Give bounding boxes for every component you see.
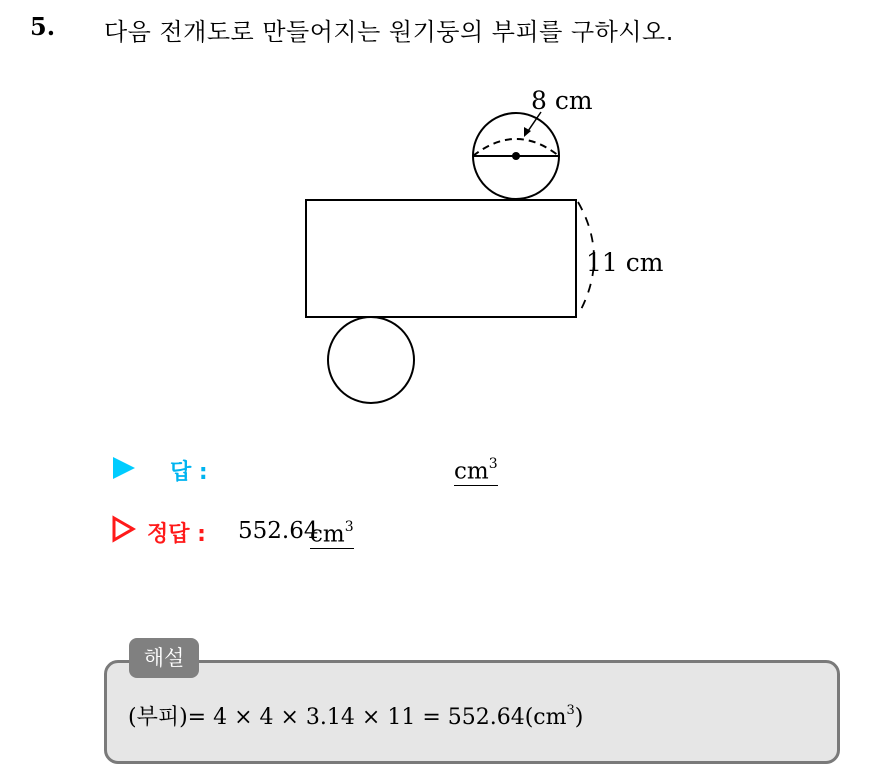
answer-unit-base: cm	[454, 458, 489, 485]
solution-tab: 해설	[129, 638, 199, 678]
bottom-base-circle	[328, 317, 414, 403]
correct-marker-icon	[111, 515, 137, 543]
solution-text-close: )	[574, 705, 584, 730]
center-dot	[512, 152, 520, 160]
correct-unit-base: cm	[310, 521, 345, 548]
question-text: 다음 전개도로 만들어지는 원기둥의 부피를 구하시오.	[104, 18, 674, 46]
correct-unit	[310, 517, 354, 549]
solution-text	[128, 700, 583, 731]
answer-label: 답 :	[170, 460, 208, 485]
solution-text-exponent: 3	[566, 702, 575, 718]
solution-text-main: (부피)= 4 × 4 × 3.14 × 11 = 552.64(cm	[128, 705, 567, 730]
correct-unit-exponent: 3	[344, 519, 354, 535]
answer-unit	[454, 454, 498, 486]
answer-unit-exponent: 3	[488, 456, 498, 472]
question-number: 5.	[30, 12, 56, 41]
correct-value: 552.64	[238, 518, 319, 544]
radius-label: 8 cm	[531, 86, 593, 115]
height-label: 11 cm	[586, 248, 664, 277]
side-rectangle	[306, 200, 576, 317]
answer-marker-icon	[113, 457, 135, 479]
correct-label: 정답 :	[147, 522, 206, 547]
